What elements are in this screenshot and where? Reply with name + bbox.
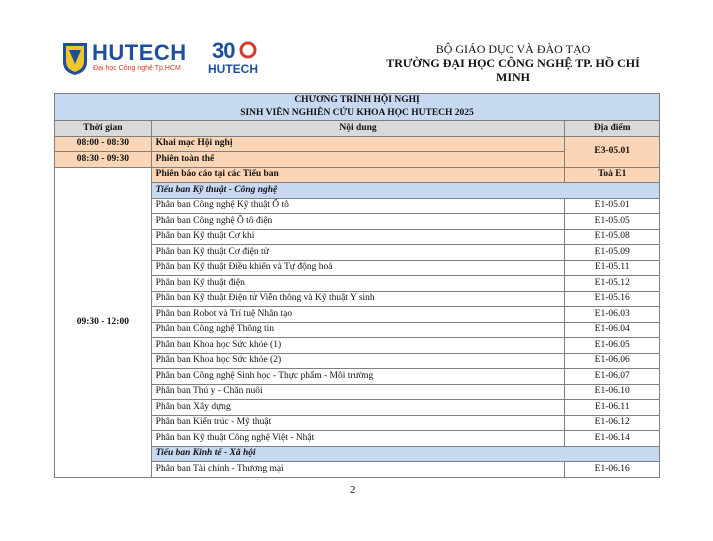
plenary-content-cell: Phiên toàn thể [151,152,565,168]
room-cell: E1-05.09 [565,245,660,261]
session-label-cell: Phiên báo cáo tại các Tiểu ban [151,167,565,183]
opening-content-cell: Khai mạc Hội nghị [151,136,565,152]
plenary-time-cell: 08:30 - 09:30 [55,152,152,168]
subcommittee-name-cell: Phân ban Công nghệ Thông tin [151,322,565,338]
room-cell: E1-05.08 [565,229,660,245]
conference-schedule-table [54,93,660,478]
room-cell: E1-06.11 [565,400,660,416]
room-cell: E1-06.04 [565,322,660,338]
table-title-row [55,94,660,121]
subcommittee-name-cell: Phân ban Kỹ thuật Cơ khí [151,229,565,245]
subcommittee-name-cell: Phân ban Xây dựng [151,400,565,416]
room-cell: E1-06.10 [565,384,660,400]
room-cell: E1-06.03 [565,307,660,323]
institution-heading [372,42,654,84]
room-cell: E1-06.05 [565,338,660,354]
subcommittee-name-cell: Phân ban Công nghệ Sinh học - Thực phẩm - Môi trường [151,369,565,385]
table-title-line1: CHƯƠNG TRÌNH HỘI NGHỊ [294,95,420,105]
opening-place-cell: E3-05.01 [565,136,660,167]
logo-name: HUTECH [92,40,187,65]
anniversary-number: 30 [212,38,235,63]
subcommittee-name-cell: Phân ban Kỹ thuật Cơ điện tử [151,245,565,261]
subcommittee-name-cell: Phân ban Kỹ thuật Điều khiển và Tự động hoá [151,260,565,276]
subcommittee-name-cell: Phân ban Công nghệ Kỹ thuật Ô tô [151,198,565,214]
opening-time-cell: 08:00 - 08:30 [55,136,152,152]
room-cell: E1-05.01 [565,198,660,214]
subcommittee-name-cell: Phân ban Thú y - Chăn nuôi [151,384,565,400]
document-header [0,0,713,92]
anniversary-logo [206,38,262,78]
logo-subtitle: Đại học Công nghệ Tp.HCM [93,65,181,72]
table-title [55,94,660,121]
page-number: 2 [350,484,356,496]
subcommittee-name-cell: Phân ban Robot và Trí tuệ Nhân tạo [151,307,565,323]
session-time-cell: 09:30 - 12:00 [55,167,152,477]
room-cell: E1-06.12 [565,415,660,431]
column-header-place: Địa điểm [565,121,660,137]
subcommittee-name-cell: Phân ban Khoa học Sức khỏe (1) [151,338,565,354]
table-header-row [55,121,660,137]
subsection-label-cell: Tiểu ban Kinh tế - Xã hội [151,446,659,462]
subcommittee-name-cell: Phân ban Khoa học Sức khỏe (2) [151,353,565,369]
hutech-logo [62,40,192,80]
subcommittee-name-cell: Phân ban Công nghệ Ô tô điện [151,214,565,230]
column-header-time: Thời gian [55,121,152,137]
ministry-name: BỘ GIÁO DỤC VÀ ĐÀO TẠO [435,42,591,56]
subcommittee-name-cell: Phân ban Kiến trúc - Mỹ thuật [151,415,565,431]
room-cell: E1-05.05 [565,214,660,230]
room-cell: E1-05.11 [565,260,660,276]
subcommittee-name-cell: Phân ban Kỹ thuật Công nghệ Việt - Nhật [151,431,565,447]
room-cell: E1-06.07 [565,369,660,385]
room-cell: E1-06.14 [565,431,660,447]
subcommittee-name-cell: Phân ban Tài chính - Thương mại [151,462,565,478]
room-cell: E1-05.12 [565,276,660,292]
hutech-shield-icon [62,42,88,76]
column-header-content: Nội dung [151,121,565,137]
room-cell: E1-06.16 [565,462,660,478]
session-place-cell: Toà E1 [565,167,660,183]
university-name: TRƯỜNG ĐẠI HỌC CÔNG NGHỆ TP. HỒ CHÍ MINH [386,56,640,84]
table-title-line2: SINH VIÊN NGHIÊN CỨU KHOA HỌC HUTECH 2025 [240,108,474,118]
anniversary-word: HUTECH [208,62,258,76]
room-cell: E1-05.16 [565,291,660,307]
table-row [55,136,660,152]
subsection-label-cell: Tiểu ban Kỹ thuật - Công nghệ [151,183,659,199]
subcommittee-name-cell: Phân ban Kỹ thuật Điện tử Viễn thông và Kỹ thuật Y sinh [151,291,565,307]
subcommittee-name-cell: Phân ban Kỹ thuật điện [151,276,565,292]
anniversary-ring-icon [238,40,258,60]
table-row [55,167,660,183]
room-cell: E1-06.06 [565,353,660,369]
